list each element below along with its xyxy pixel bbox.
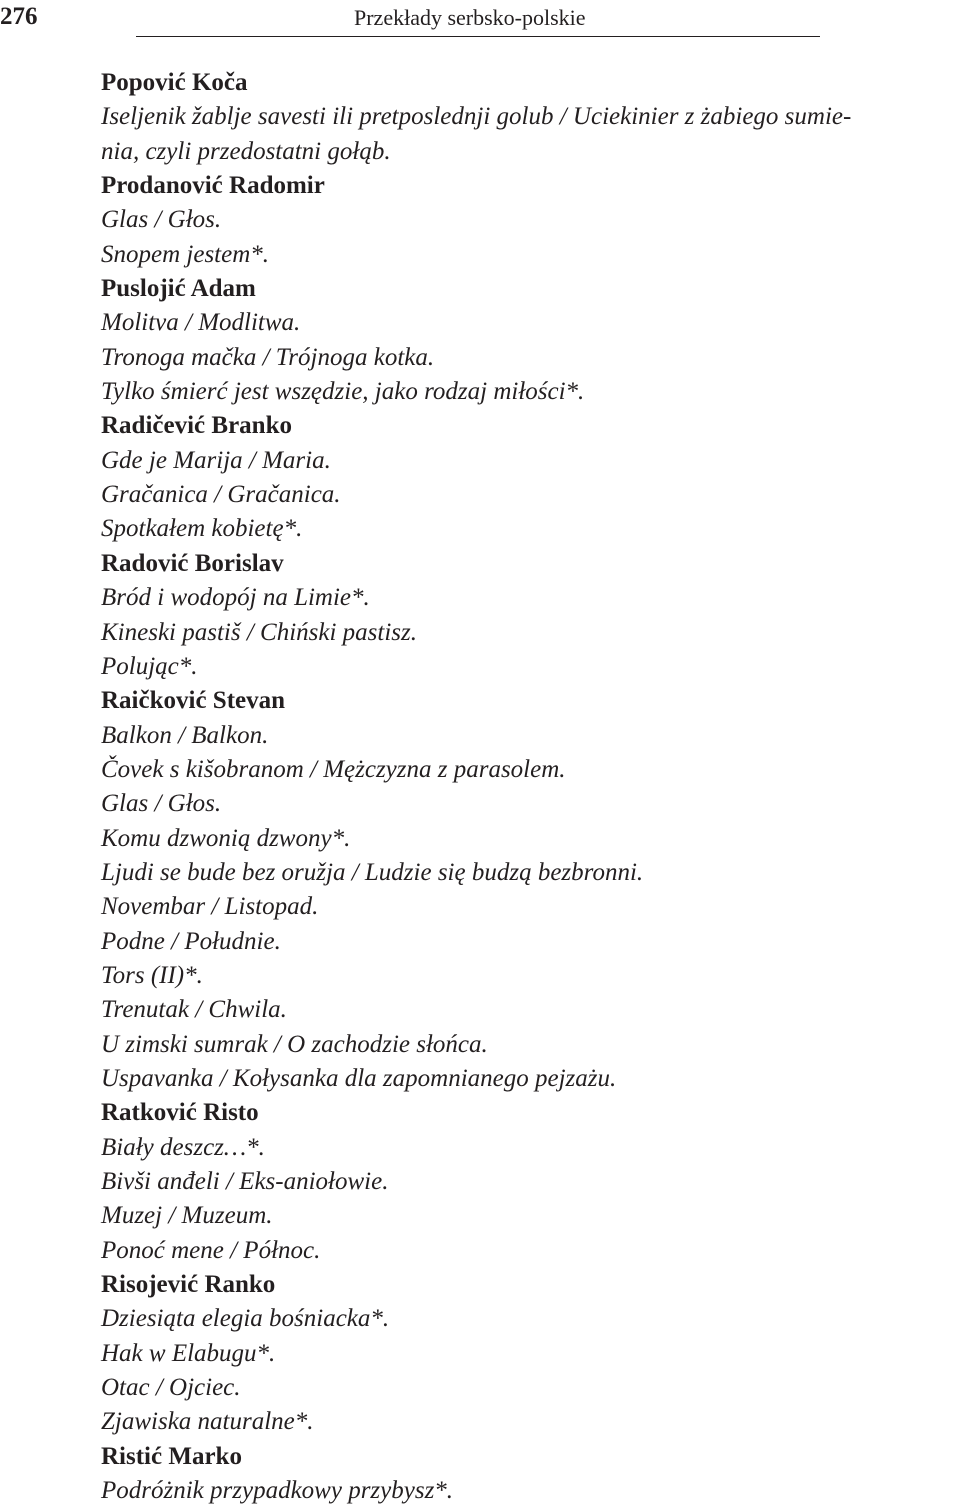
work-title: Snopem jestem*. [101, 240, 270, 268]
work-title: Trenutak / Chwila. [101, 996, 287, 1024]
work-title: Tylko śmierć jest wszędzie, jako rodzaj miłości*. [101, 378, 585, 406]
work-title: Novembar / Listopad. [101, 893, 319, 921]
running-title: Przekłady serbsko-polskie [354, 5, 586, 30]
work-title: Muzej / Muzeum. [101, 1202, 273, 1230]
work-title: U zimski sumrak / O zachodzie słońca. [101, 1030, 488, 1058]
work-title: Molitva / Modlitwa. [101, 309, 301, 337]
work-title: Uspavanka / Kołysanka dla zapomnianego pejzażu. [101, 1064, 617, 1092]
work-title: Ljudi se bude bez oružja / Ludzie się budzą bezbronni. [101, 858, 644, 886]
work-title: Čovek s kišobranom / Mężczyzna z parasolem. [101, 755, 566, 783]
work-title: Balkon / Balkon. [101, 721, 269, 749]
work-title: Zjawiska naturalne*. [101, 1408, 314, 1436]
work-title: Otac / Ojciec. [101, 1374, 241, 1402]
work-title: Iseljenik žablje savesti ili pretposlednji golub / Uciekinier z żabiego sumie- [101, 103, 852, 131]
work-title: Podne / Południe. [101, 927, 281, 955]
work-title: Glas / Głos. [101, 790, 222, 818]
author-name: Radičević Branko [101, 412, 292, 440]
work-title: Gde je Marija / Maria. [101, 446, 331, 474]
header-rule [136, 36, 820, 37]
bibliography-list [101, 66, 901, 1508]
work-title: Spotkałem kobietę*. [101, 515, 303, 543]
author-name: Puslojić Adam [101, 275, 256, 303]
work-title: Glas / Głos. [101, 206, 222, 234]
work-title: nia, czyli przedostatni gołąb. [101, 137, 391, 165]
author-name: Ratković Risto [101, 1099, 259, 1127]
author-name: Raičković Stevan [101, 687, 286, 715]
work-title: Podróżnik przypadkowy przybysz*. [101, 1477, 454, 1505]
work-title: Dziesiąta elegia bośniacka*. [101, 1305, 390, 1333]
work-title: Ponoć mene / Północ. [101, 1236, 321, 1264]
work-title: Tors (II)*. [101, 961, 203, 989]
work-title: Bród i wodopój na Limie*. [101, 584, 370, 612]
author-name: Ristić Marko [101, 1442, 242, 1470]
work-title: Kineski pastiš / Chiński pastisz. [101, 618, 418, 646]
work-title: Gračanica / Gračanica. [101, 481, 341, 509]
work-title: Tronoga mačka / Trójnoga kotka. [101, 343, 435, 371]
author-name: Prodanović Radomir [101, 172, 325, 200]
author-name: Radović Borislav [101, 549, 284, 577]
page-number: 276 [0, 3, 38, 30]
work-title: Polując*. [101, 652, 198, 680]
work-title: Komu dzwonią dzwony*. [101, 824, 351, 852]
work-title: Bivši anđeli / Eks-aniołowie. [101, 1168, 389, 1195]
author-name: Risojević Ranko [101, 1271, 276, 1299]
author-name: Popović Koča [101, 69, 248, 96]
work-title: Hak w Elabugu*. [101, 1339, 276, 1367]
work-title: Biały deszcz…*. [101, 1133, 265, 1161]
